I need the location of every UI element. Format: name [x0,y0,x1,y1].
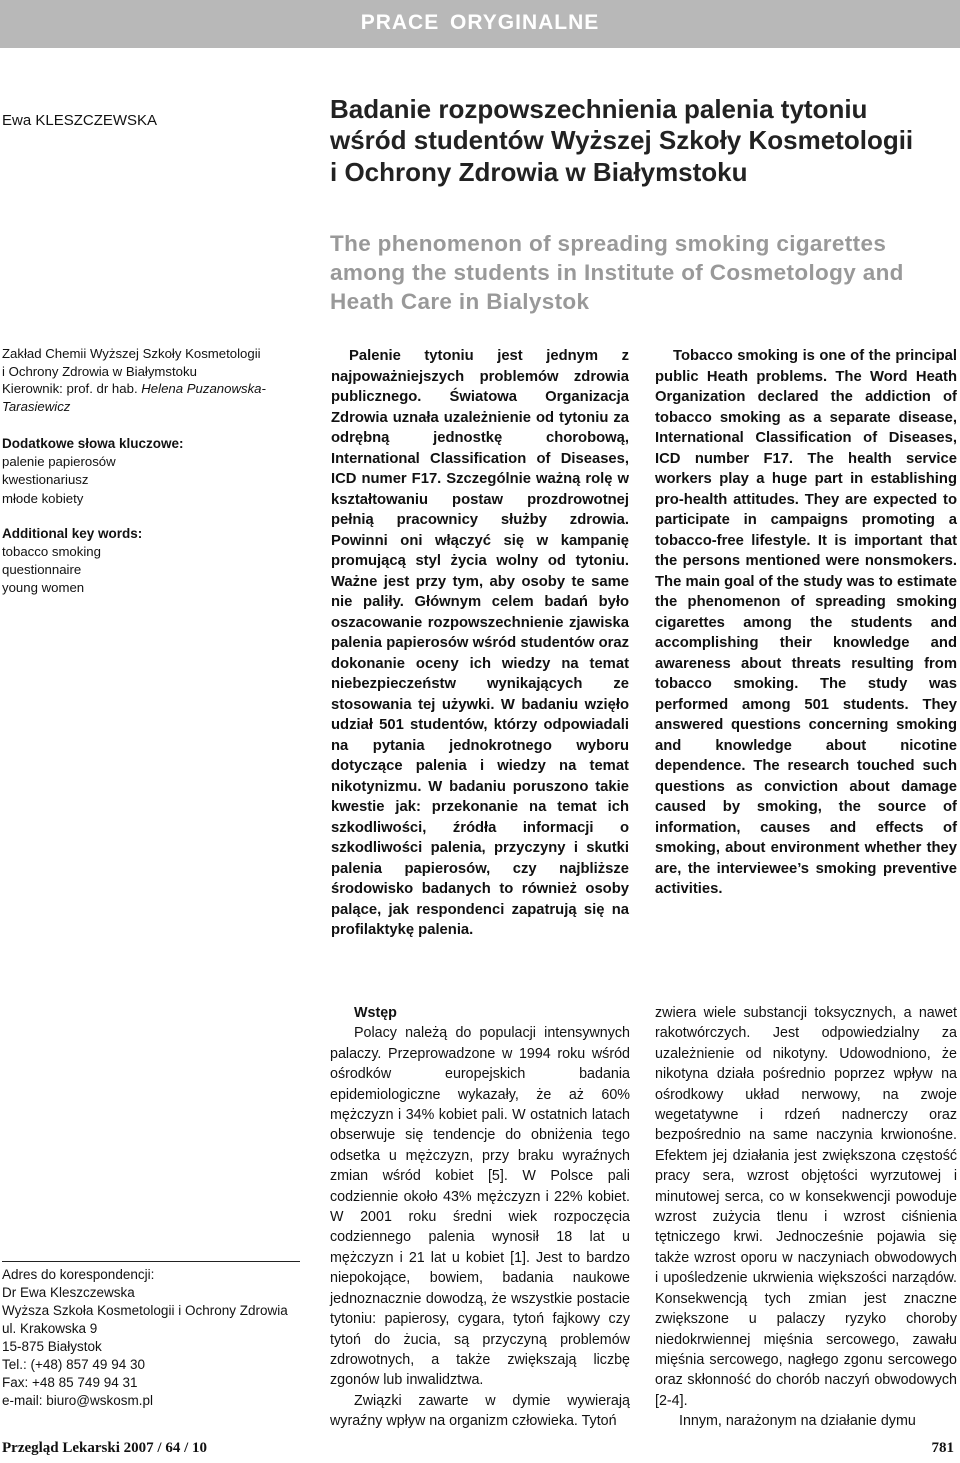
keyword-item: young women [2,580,85,596]
keywords-english [2,525,302,598]
body-column-1 [330,1003,630,1432]
body-paragraph: Polacy należą do populacji intensywnych palaczy. Przeprowadzone w 1994 roku wśród ośrodków europejskich badania epidemiologiczne wykazały, że aż 60% mężczyzn i 34% kobiet pali. W ostatnich latach obserwuje się tendencje do obniżenia tego odsetka u mężczyzn, przy braku wyraźnych zmian wśród kobiet [5]. W Polsce pali codziennie około 43% mężczyzn i 22% kobiet. W 2001 roku średni wiek rozpoczęcia codziennego palenia wynosił 18 lat u mężczyzn i 21 lat u kobiet [1]. Jest to bardzo niepokojące, bowiem, badania naukowe jednoznacznie dowodzą, że wszystkie postacie tytoniu: papierosy, cygara, tytoń fajkowy czy tytoń do żucia, są przyczyną problemów zdrowotnych, a także zwiększają liczbę zgonów lub inwalidztwa. [330,1025,630,1389]
title-en-line: The phenomenon of spreading smoking cigarettes [330,231,887,256]
affiliation-line: i Ochrony Zdrowia w Białymstoku [2,363,197,379]
article-title-polish [330,94,955,188]
title-pl-line: i Ochrony Zdrowia w Białymstoku [330,156,748,187]
correspondence-divider [2,1261,300,1262]
body-paragraph: zwiera wiele substancji toksycznych, a nawet rakotwórczych. Jest odpowiedzialny za uzależnienie od nikotyny. Udowodniono, że nikotyna działa pośrednio poprzez wpływ na ośrodkowy układ nerwowy, na zwoje wegetatywne i rdzeń nadnerczy oraz bezpośrednio na same naczynia krwionośne. Efektem jej działania jest zwiększona częstość pracy sera, wzrost objętości wyrzutowej i minutowej serca, co w konsekwencji powoduje wzrost zużycia tlenu i wzrost ciśnienia tętniczego krwi. Jednocześnie pojawia się także wzrost oporu w naczyniach obwodowych i upośledzenie ukrwienia większości narządów. Konsekwencją tych zmian jest znaczne zwiększone u palaczy ryzyko choroby niedokrwiennej mięśnia sercowego, zawału mięśnia sercowego, nagłego zgonu sercowego oraz skłonność do chorób naczyń obwodowych [2-4]. [655,1005,957,1409]
abstract-english [655,346,957,900]
title-en-line: among the students in Institute of Cosmetology and [330,259,904,285]
abstract-polish [331,346,629,941]
keywords-pl-heading: Dodatkowe słowa kluczowe: [2,436,184,452]
section-heading: Wstęp [354,1005,397,1021]
affiliation-head-prefix: Kierownik: prof. dr hab. [2,381,138,397]
page-number: 781 [931,1440,954,1456]
correspondence-line: Fax: +48 85 749 94 31 [2,1374,138,1390]
body-column-2 [655,1003,957,1432]
section-header-title: PRACE ORYGINALNE [360,11,600,34]
affiliation-block [2,345,302,597]
correspondence-line: Wyższa Szkoła Kosmetologii i Ochrony Zdrowia [2,1302,288,1318]
abstract-pl-text: Palenie tytoniu jest jednym z najpoważniejszych problemów zdrowia publicznego. Światowa Organizacja Zdrowia uznała uzależnienie od tytoniu za odrębną jednostkę chorobową, International Classification of Diseases, ICD numer F17. Szczególnie ważną rolę w kształtowaniu postaw prozdrowotnej pełnią pracownicy służby zdrowia. Powinni oni włączyć się w kampanię promującą styl życia wolny od tytoniu. Ważne jest przy tym, aby osoby te same nie paliły. Głównym celem badań było oszacowanie rozpowszechnienie zjawiska palenia papierosów wśród studentów oraz dokonanie oceny ich wiedzy na temat niebezpieczeństw wynikających ze stosowania tej używki. W badaniu wzięło udział 501 studentów, którzy odpowiadali na pytania jednokrotnego wyboru dotyczące palenia i wiedzy na temat nikotynizmu. W badaniu poruszono takie kwestie jak: przekonanie na temat ich szkodliwości, źródła informacji o szkodliwości palenia, przyczyny i skutki palenia papierosów, czy najbliższe środowisko badanych to również osoby palące, jak respondenci zapatrują się na profilaktykę palenia. [331,348,629,938]
correspondence-line: ul. Krakowska 9 [2,1320,98,1336]
journal-citation: Przegląd Lekarski 2007 / 64 / 10 [2,1440,207,1456]
keywords-polish [2,435,302,508]
correspondence-address [2,1266,302,1410]
correspondence-email: e-mail: biuro@wskosm.pl [2,1392,153,1408]
body-paragraph: Związki zawarte w dymie wywierają wyraźny wpływ na organizm człowieka. Tytoń [330,1392,630,1430]
keyword-item: młode kobiety [2,490,84,506]
article-title-english [330,230,955,316]
keywords-en-heading: Additional key words: [2,525,143,541]
body-paragraph: Innym, narażonym na działanie dymu [679,1413,916,1430]
title-pl-line: wśród studentów Wyższej Szkoły Kosmetologii [330,125,914,156]
affiliation-line: Zakład Chemii Wyższej Szkoły Kosmetologii [2,346,261,361]
abstract-en-text: Tobacco smoking is one of the principal public Heath problems. The Word Heath Organization declared the addiction of tobacco smoking as a separate disease, International Classification of Diseases, ICD number F17. The health service workers play a huge part in establishing pro-health attitudes. They are expected to participate in campaigns promoting a tobacco-free lifestyle. It is important that the persons mentioned were nonsmokers. The main goal of the study was to estimate the phenomenon of spreading smoking cigarettes among the students and accomplishing their knowledge and awareness about threats resulting from tobacco smoking. The study was performed among 501 students. They answered questions concerning smoking and knowledge about nicotine dependence. The research touched such questions as conviction about damage caused by smoking, the source of information, causes and effects of smoking, about environment whether they are, the interviewee’s smoking preventive activities. [655,348,957,897]
keyword-item: questionnaire [2,561,82,577]
keyword-item: tobacco smoking [2,543,101,559]
title-pl-line: Badanie rozpowszechnienia palenia tytoniu [330,94,868,124]
correspondence-line: Dr Ewa Kleszczewska [2,1284,135,1300]
affiliation-head-name: Helena Puzanowska-Tarasiewicz [2,381,266,414]
correspondence-line: Adres do korespondencji: [2,1267,155,1282]
affiliation-head [2,380,302,415]
correspondence-line: 15-875 Białystok [2,1338,102,1354]
author-name: Ewa KLESZCZEWSKA [2,112,158,129]
keyword-item: palenie papierosów [2,454,116,470]
correspondence-line: Tel.: (+48) 857 49 94 30 [2,1356,145,1372]
keyword-item: kwestionariusz [2,472,89,488]
title-en-line: Heath Care in Bialystok [330,288,590,314]
